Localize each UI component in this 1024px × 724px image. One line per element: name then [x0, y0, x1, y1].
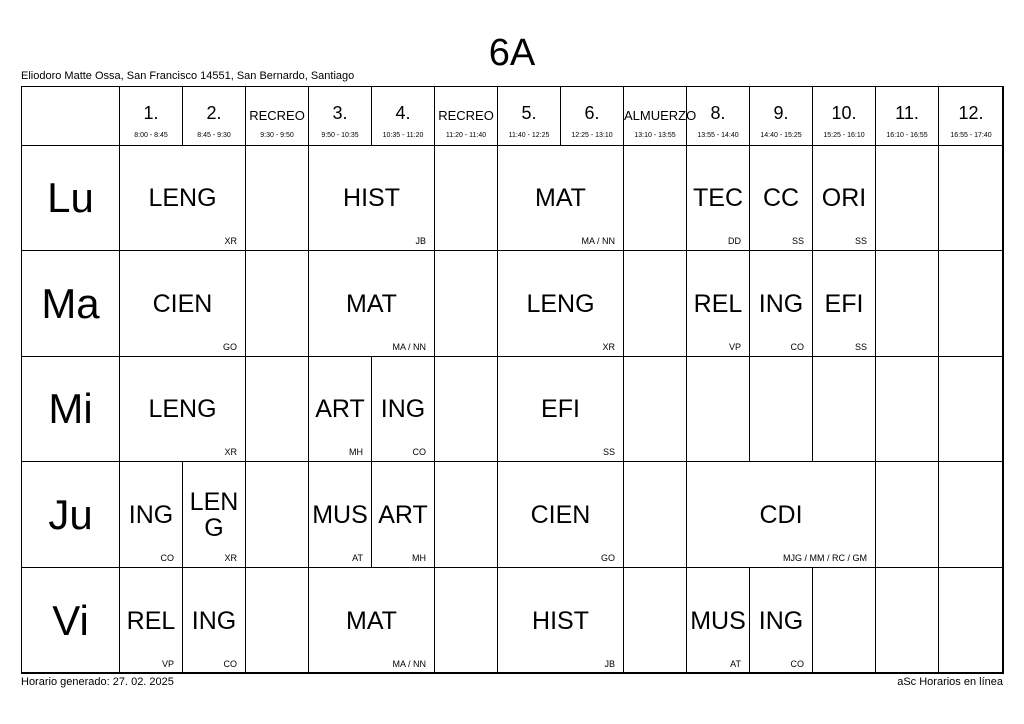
lesson-cell — [371, 461, 435, 568]
period-header — [560, 86, 624, 146]
lesson-cell — [308, 461, 372, 568]
teacher-label: CO — [412, 447, 426, 457]
subject-label: HIST — [343, 184, 400, 212]
period-time: 16:10 - 16:55 — [886, 132, 928, 139]
teacher-label: XR — [224, 553, 237, 563]
period-header — [749, 86, 813, 146]
empty-cell — [938, 145, 1004, 251]
teacher-label: GO — [600, 553, 615, 563]
lesson-cell — [749, 567, 813, 674]
timetable-grid — [21, 86, 1003, 673]
subject-label: REL — [693, 289, 743, 318]
empty-cell — [623, 145, 687, 251]
period-time: 12:25 - 13:10 — [571, 132, 613, 139]
empty-cell — [875, 250, 939, 357]
period-time: 9:30 - 9:50 — [260, 132, 294, 139]
day-cell — [21, 567, 120, 674]
empty-cell — [938, 461, 1004, 568]
empty-cell — [434, 145, 498, 251]
lesson-cell — [119, 356, 246, 462]
generated-date: Horario generado: 27. 02. 2025 — [21, 676, 174, 688]
teacher-label: MH — [349, 447, 363, 457]
subject-label: HIST — [532, 606, 589, 635]
empty-cell — [938, 567, 1004, 674]
teacher-label: MA / NN — [581, 236, 615, 246]
empty-cell — [812, 567, 876, 674]
period-label: 5. — [521, 103, 537, 123]
subject-label: MAT — [346, 289, 397, 318]
period-header — [686, 86, 750, 146]
period-header — [812, 86, 876, 146]
teacher-label: SS — [602, 447, 615, 457]
empty-cell — [749, 356, 813, 462]
subject-label: LENG — [148, 184, 217, 212]
subject-label: ART — [315, 395, 365, 423]
period-label: 10. — [831, 103, 857, 123]
day-label: Ma — [41, 279, 100, 327]
period-time: 15:25 - 16:10 — [823, 132, 865, 139]
lesson-cell — [371, 356, 435, 462]
lesson-cell — [119, 250, 246, 357]
teacher-label: AT — [352, 553, 363, 563]
lesson-cell — [686, 567, 750, 674]
lesson-cell — [497, 461, 624, 568]
teacher-label: JB — [415, 236, 426, 246]
teacher-label: CO — [790, 342, 804, 352]
subject-label: CIEN — [530, 500, 591, 529]
period-header — [623, 86, 697, 146]
lesson-cell — [497, 250, 624, 357]
empty-cell — [434, 356, 498, 462]
lesson-cell — [686, 461, 876, 568]
teacher-label: XR — [224, 447, 237, 457]
period-label: 11. — [895, 103, 919, 123]
subject-label: CDI — [759, 500, 803, 529]
day-cell — [21, 145, 120, 251]
day-label: Ju — [48, 490, 93, 538]
teacher-label: CO — [223, 659, 237, 669]
empty-cell — [623, 250, 687, 357]
subject-label: ING — [758, 289, 804, 318]
lesson-cell — [497, 567, 624, 674]
period-header — [875, 86, 939, 146]
lesson-cell — [182, 461, 246, 568]
period-label: 3. — [332, 103, 348, 123]
empty-cell — [875, 356, 939, 462]
period-header — [119, 86, 183, 146]
day-label: Lu — [47, 174, 94, 221]
subject-label: ART — [378, 500, 428, 529]
period-time: 16:55 - 17:40 — [950, 132, 992, 139]
period-label: 9. — [773, 103, 789, 123]
empty-cell — [623, 567, 687, 674]
empty-cell — [623, 356, 687, 462]
empty-cell — [938, 356, 1004, 462]
subject-label: ING — [758, 606, 804, 635]
teacher-label: XR — [602, 342, 615, 352]
subject-label: MUS — [690, 606, 746, 635]
lesson-cell — [812, 145, 876, 251]
period-header — [938, 86, 1004, 146]
period-label: RECREO — [249, 108, 305, 123]
lesson-cell — [308, 567, 435, 674]
period-label: 1. — [143, 103, 159, 123]
period-header — [245, 86, 309, 146]
period-time: 13:10 - 13:55 — [634, 132, 676, 139]
lesson-cell — [119, 145, 246, 251]
subject-label: CC — [762, 184, 800, 212]
teacher-label: DD — [728, 236, 741, 246]
empty-cell — [875, 145, 939, 251]
teacher-label: GO — [222, 342, 237, 352]
period-label: 8. — [710, 103, 726, 123]
subject-label: ING — [380, 395, 426, 423]
period-label: 4. — [395, 103, 411, 123]
empty-cell — [245, 250, 309, 357]
subject-label: REL — [126, 606, 176, 635]
day-cell — [21, 250, 120, 357]
empty-cell — [245, 145, 309, 251]
empty-cell — [434, 567, 498, 674]
empty-cell — [245, 356, 309, 462]
empty-cell — [245, 567, 309, 674]
teacher-label: MA / NN — [392, 659, 426, 669]
teacher-label: VP — [728, 342, 741, 352]
empty-cell — [434, 250, 498, 357]
period-time: 8:00 - 8:45 — [134, 132, 168, 139]
brand-label: aSc Horarios en línea — [897, 676, 1003, 688]
lesson-cell — [182, 567, 246, 674]
subject-label: ORI — [821, 184, 867, 212]
lesson-cell — [308, 145, 435, 251]
subject-label: EFI — [541, 395, 580, 423]
empty-cell — [875, 461, 939, 568]
subject-label: LENG — [189, 487, 239, 542]
period-label: 6. — [584, 103, 600, 123]
teacher-label: SS — [791, 236, 804, 246]
empty-cell — [245, 461, 309, 568]
teacher-label: VP — [161, 659, 174, 669]
lesson-cell — [119, 461, 183, 568]
empty-cell — [938, 250, 1004, 357]
period-time: 14:40 - 15:25 — [760, 132, 802, 139]
period-header — [182, 86, 246, 146]
lesson-cell — [686, 250, 750, 357]
period-time: 11:40 - 12:25 — [508, 132, 550, 139]
teacher-label: CO — [790, 659, 804, 669]
period-label: RECREO — [438, 108, 494, 123]
empty-cell — [812, 356, 876, 462]
teacher-label: SS — [854, 342, 867, 352]
corner-cell — [21, 86, 120, 146]
subject-label: CIEN — [152, 289, 213, 318]
subject-label: MUS — [312, 500, 368, 529]
empty-cell — [434, 461, 498, 568]
teacher-label: JB — [604, 659, 615, 669]
lesson-cell — [497, 145, 624, 251]
subject-label: LENG — [526, 289, 595, 318]
lesson-cell — [308, 356, 372, 462]
teacher-label: CO — [160, 553, 174, 563]
empty-cell — [875, 567, 939, 674]
period-header — [497, 86, 561, 146]
day-cell — [21, 461, 120, 568]
teacher-label: XR — [224, 236, 237, 246]
empty-cell — [623, 461, 687, 568]
lesson-cell — [308, 250, 435, 357]
period-time: 13:55 - 14:40 — [697, 132, 739, 139]
school-address: Eliodoro Matte Ossa, San Francisco 14551, San Bernardo, Santiago — [21, 70, 355, 82]
teacher-label: MJG / MM / RC / GM — [783, 553, 867, 563]
subject-label: MAT — [346, 606, 397, 635]
lesson-cell — [812, 250, 876, 357]
day-label: Vi — [52, 596, 89, 644]
lesson-cell — [749, 145, 813, 251]
day-cell — [21, 356, 120, 462]
period-header — [308, 86, 372, 146]
subject-label: EFI — [824, 289, 864, 318]
subject-label: LENG — [148, 395, 217, 423]
lesson-cell — [119, 567, 183, 674]
empty-cell — [686, 356, 750, 462]
lesson-cell — [749, 250, 813, 357]
period-time: 9:50 - 10:35 — [321, 132, 359, 139]
lesson-cell — [686, 145, 750, 251]
period-label: 12. — [958, 103, 984, 123]
period-header — [434, 86, 498, 146]
subject-label: MAT — [535, 184, 586, 212]
subject-label: ING — [191, 606, 237, 635]
subject-label: TEC — [693, 184, 743, 212]
period-time: 8:45 - 9:30 — [197, 132, 231, 139]
class-title: 6A — [488, 32, 536, 74]
teacher-label: MH — [412, 553, 426, 563]
teacher-label: SS — [854, 236, 867, 246]
period-time: 11:20 - 11:40 — [445, 132, 487, 139]
period-time: 10:35 - 11:20 — [382, 132, 424, 139]
teacher-label: MA / NN — [392, 342, 426, 352]
lesson-cell — [497, 356, 624, 462]
period-header — [371, 86, 435, 146]
teacher-label: AT — [730, 659, 741, 669]
day-label: Mi — [48, 385, 93, 432]
period-label: 2. — [206, 103, 222, 123]
period-label: ALMUERZO — [624, 108, 697, 123]
subject-label: ING — [128, 500, 174, 529]
